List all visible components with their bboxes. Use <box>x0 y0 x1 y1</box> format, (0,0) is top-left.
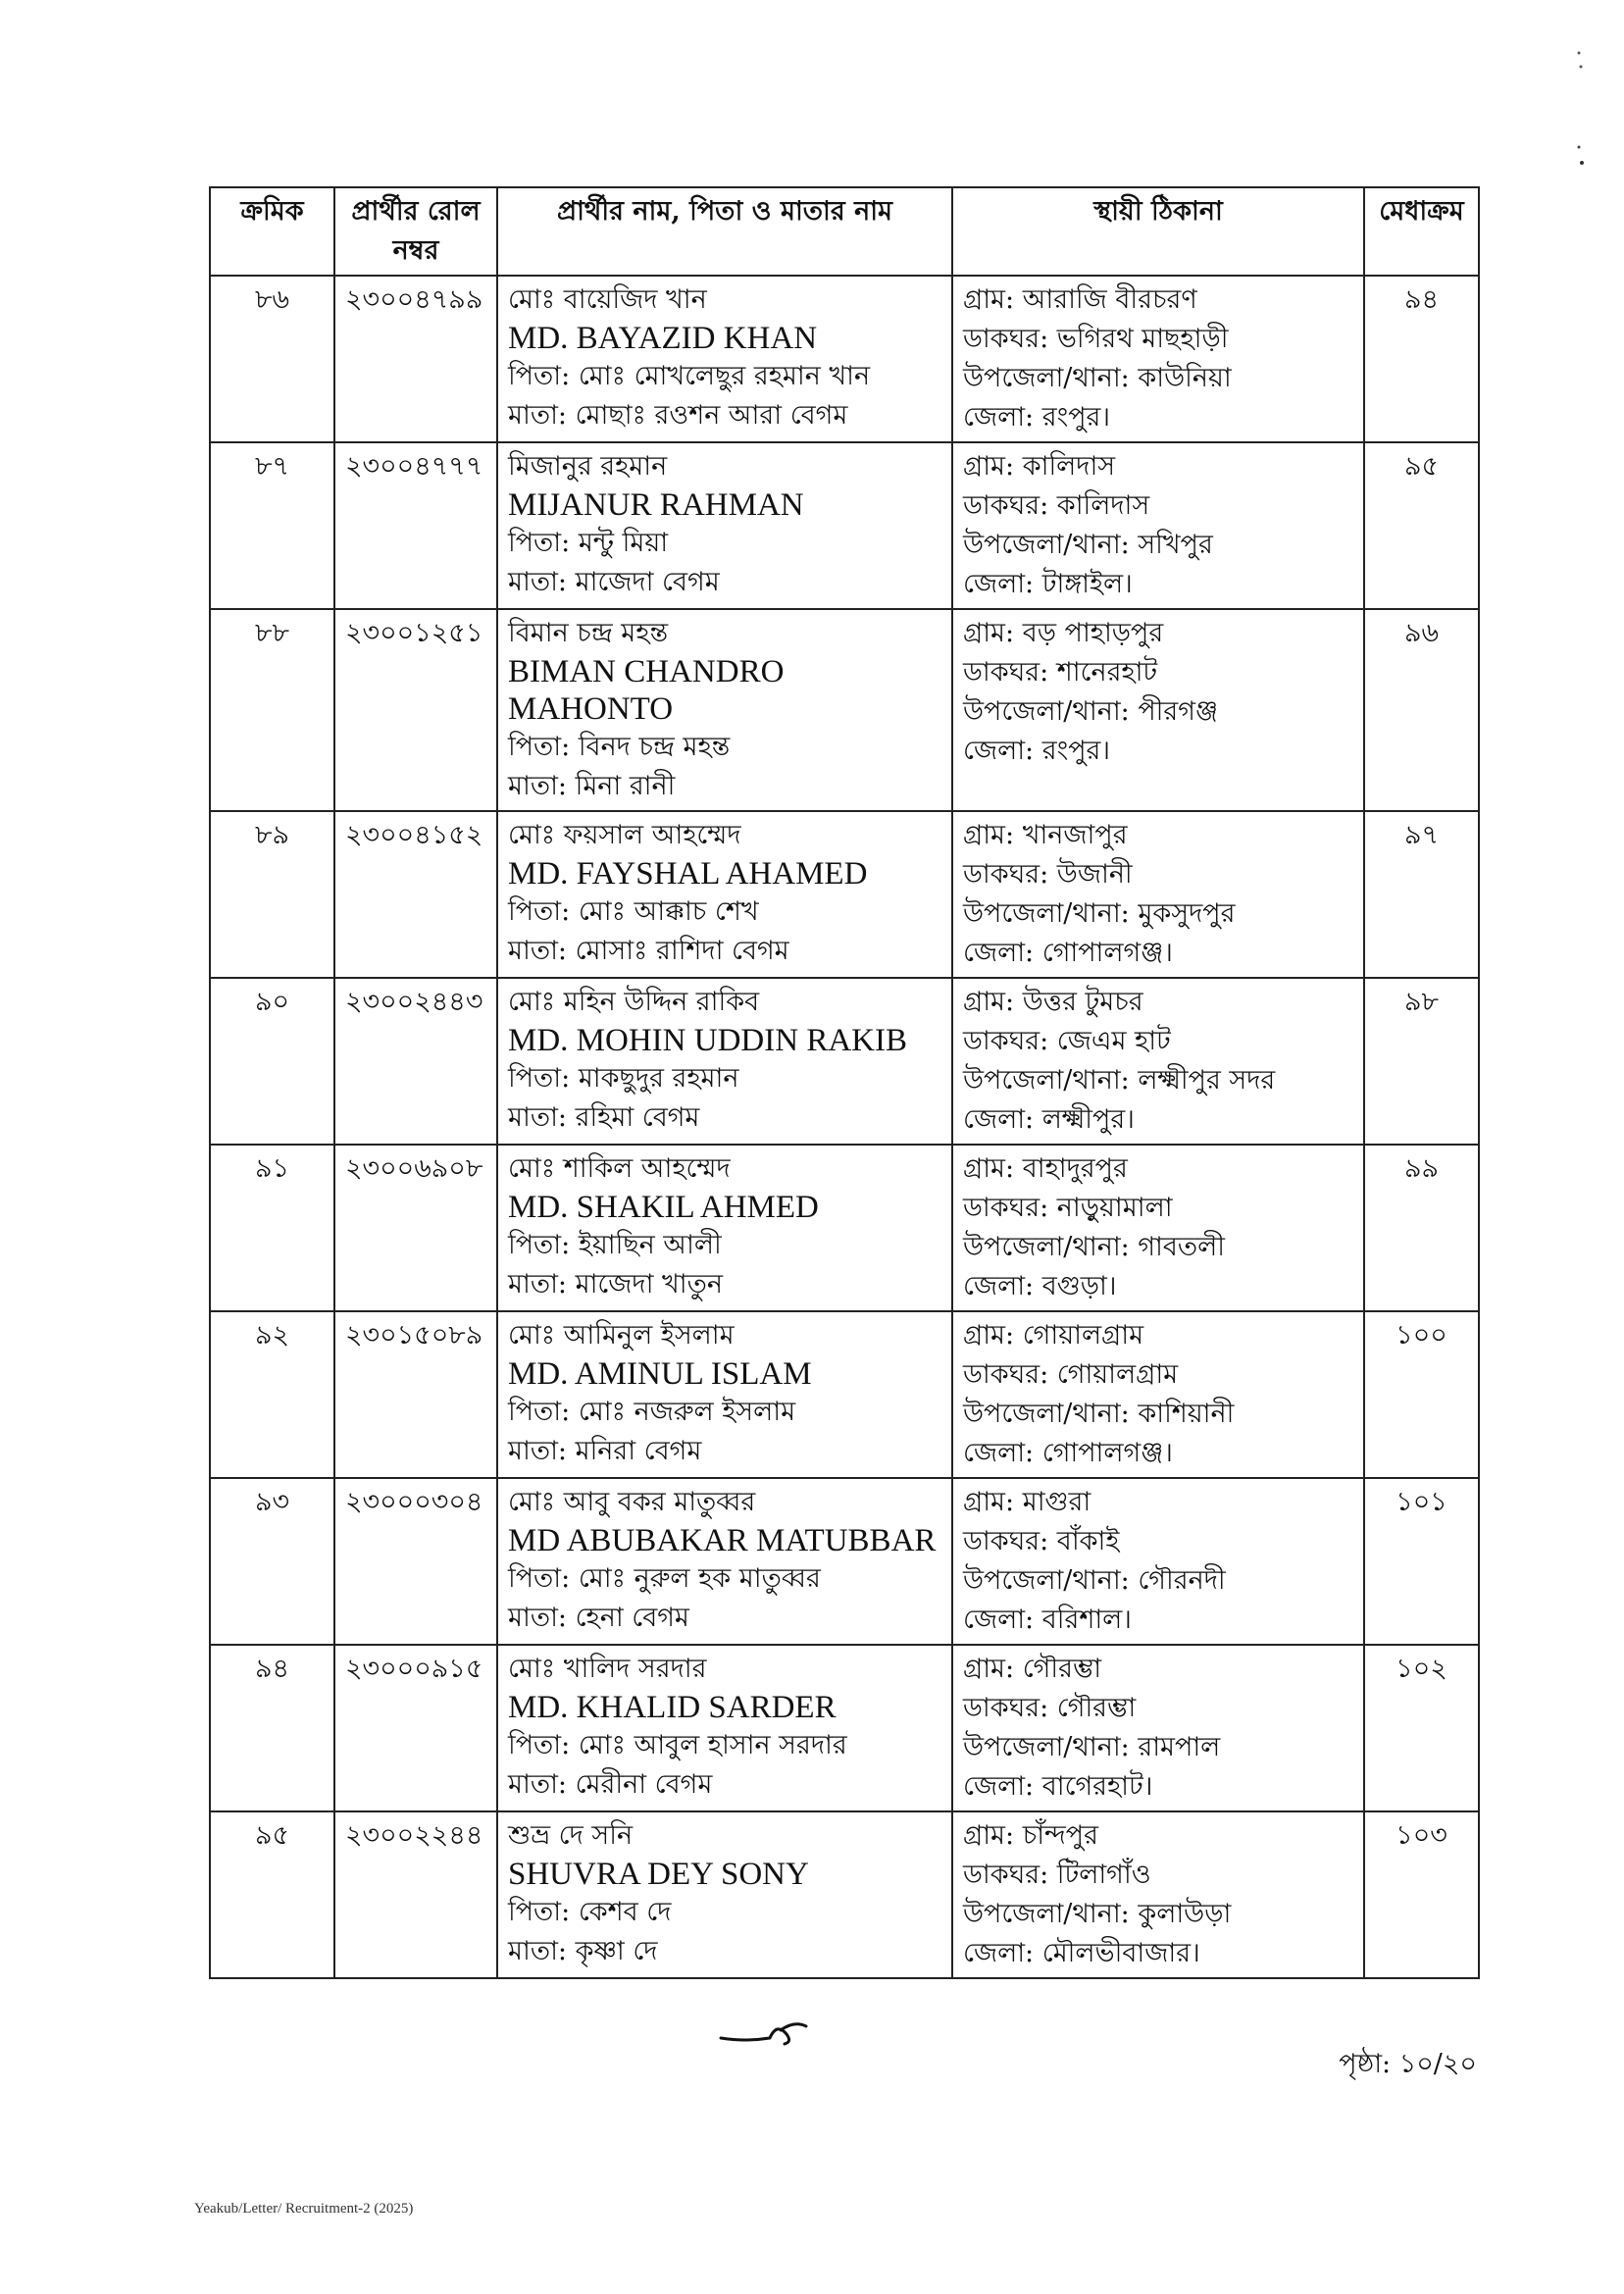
roll-number: ২৩০০৪৭৭৭ <box>345 451 483 482</box>
signature-mark <box>716 2013 834 2052</box>
roll-cell <box>334 978 497 1145</box>
candidate-name-bangla: মোঃ ফয়সাল আহম্মেদ <box>508 820 741 850</box>
address-district: জেলা: গোপালগঞ্জ। <box>963 1438 1173 1468</box>
name-cell <box>497 1478 952 1645</box>
merit-cell <box>1364 609 1479 811</box>
candidate-name-english: MD. SHAKIL AHMED <box>508 1190 819 1225</box>
scan-speck-marks <box>1575 49 1585 186</box>
serial-number: ৮৭ <box>254 451 290 482</box>
table-header-row <box>210 187 1479 276</box>
merit-cell <box>1364 1645 1479 1811</box>
address-post-office: ডাকঘর: গোয়ালগ্রাম <box>963 1359 1179 1390</box>
address-village: গ্রাম: কালিদাস <box>963 451 1116 482</box>
father-name: পিতা: মোঃ মোখলেছুর রহমান খান <box>508 361 871 391</box>
roll-number: ২৩০০১২৫১ <box>345 618 483 648</box>
serial-number: ৯০ <box>254 987 290 1017</box>
address-cell <box>952 1145 1364 1311</box>
candidate-name-bangla: মোঃ আবু বকর মাতুব্বর <box>508 1487 756 1517</box>
merit-cell <box>1364 978 1479 1145</box>
candidate-name-bangla: মোঃ আমিনুল ইসলাম <box>508 1320 735 1351</box>
roll-cell <box>334 811 497 978</box>
serial-cell <box>210 1145 334 1311</box>
roll-number: ২৩০০০৯১৫ <box>345 1654 483 1684</box>
address-village: গ্রাম: খানজাপুর <box>963 820 1128 850</box>
mother-name: মাতা: মাজেদা বেগম <box>508 567 720 597</box>
address-upazila: উপজেলা/থানা: গৌরনদী <box>963 1565 1226 1596</box>
mother-name: মাতা: মনিরা বেগম <box>508 1436 702 1466</box>
candidate-name-english: BIMAN CHANDRO MAHONTO <box>508 654 785 727</box>
address-village: গ্রাম: বাহাদুরপুর <box>963 1153 1128 1184</box>
father-name: পিতা: মন্টু মিয়া <box>508 528 669 558</box>
candidate-name-english: MD ABUBAKAR MATUBBAR <box>508 1523 937 1558</box>
serial-cell <box>210 1645 334 1811</box>
serial-cell <box>210 442 334 609</box>
father-name: পিতা: বিনদ চন্দ্র মহন্ত <box>508 732 731 762</box>
address-post-office: ডাকঘর: নাড়ুয়ামালা <box>963 1193 1173 1223</box>
address-district: জেলা: গোপালগঞ্জ। <box>963 938 1173 968</box>
address-district: জেলা: রংপুর। <box>963 402 1111 433</box>
candidate-name-english: SHUVRA DEY SONY <box>508 1857 809 1892</box>
merit-rank: ১০৩ <box>1396 1820 1447 1851</box>
address-village: গ্রাম: চাঁন্দপুর <box>963 1820 1098 1851</box>
serial-number: ৯১ <box>254 1153 290 1184</box>
merit-rank: ৯৮ <box>1403 987 1440 1017</box>
address-cell <box>952 1645 1364 1811</box>
table-row <box>210 1645 1479 1811</box>
serial-number: ৯৪ <box>254 1654 290 1684</box>
roll-number: ২৩০০৬৯০৮ <box>345 1153 483 1184</box>
address-upazila: উপজেলা/থানা: কুলাউড়া <box>963 1899 1232 1929</box>
address-cell <box>952 276 1364 442</box>
address-post-office: ডাকঘর: বাঁকাই <box>963 1526 1120 1556</box>
header-serial: ক্রমিক <box>210 187 334 276</box>
mother-name: মাতা: রহিমা বেগম <box>508 1102 700 1133</box>
merit-cell <box>1364 1311 1479 1478</box>
merit-rank: ৯৯ <box>1403 1153 1440 1184</box>
address-cell <box>952 811 1364 978</box>
table-row <box>210 442 1479 609</box>
address-village: গ্রাম: উত্তর টুমচর <box>963 987 1143 1017</box>
merit-rank: ৯৭ <box>1403 820 1440 850</box>
address-village: গ্রাম: গোয়ালগ্রাম <box>963 1320 1144 1351</box>
candidate-name-english: MIJANUR RAHMAN <box>508 487 804 523</box>
name-cell <box>497 442 952 609</box>
page-number: পৃষ্ঠা: ১০/২০ <box>1339 2049 1477 2079</box>
name-cell <box>497 1145 952 1311</box>
address-post-office: ডাকঘর: কালিদাস <box>963 490 1150 521</box>
merit-rank: ৯৫ <box>1403 451 1440 482</box>
father-name: পিতা: ইয়াছিন আলী <box>508 1230 722 1260</box>
mother-name: মাতা: মিনা রানী <box>508 771 676 801</box>
roll-cell <box>334 1811 497 1978</box>
name-cell <box>497 1311 952 1478</box>
serial-cell <box>210 609 334 811</box>
address-post-office: ডাকঘর: টিলাগাঁও <box>963 1860 1151 1890</box>
roll-number: ২৩০০২২৪৪ <box>345 1820 483 1851</box>
address-upazila: উপজেলা/থানা: কাউনিয়া <box>963 363 1232 393</box>
address-post-office: ডাকঘর: গৌরম্ভা <box>963 1693 1137 1723</box>
address-district: জেলা: মৌলভীবাজার। <box>963 1938 1200 1968</box>
address-upazila: উপজেলা/থানা: লক্ষ্মীপুর সদর <box>963 1065 1276 1096</box>
address-post-office: ডাকঘর: জেএম হাট <box>963 1026 1171 1056</box>
address-post-office: ডাকঘর: ভগিরথ মাছহাড়ী <box>963 324 1229 354</box>
address-district: জেলা: টাঙ্গাইল। <box>963 569 1133 599</box>
roll-cell <box>334 276 497 442</box>
roll-number: ২৩০০৪১৫২ <box>345 820 483 850</box>
merit-cell <box>1364 276 1479 442</box>
address-district: জেলা: বগুড়া। <box>963 1271 1117 1301</box>
merit-cell <box>1364 1811 1479 1978</box>
name-cell <box>497 609 952 811</box>
table-body <box>210 276 1479 1978</box>
mother-name: মাতা: মোসাঃ রাশিদা বেগম <box>508 936 789 966</box>
address-district: জেলা: রংপুর। <box>963 736 1111 766</box>
merit-rank: ১০০ <box>1396 1320 1447 1351</box>
merit-cell <box>1364 811 1479 978</box>
address-cell <box>952 978 1364 1145</box>
mother-name: মাতা: মেরীনা বেগম <box>508 1769 713 1800</box>
roll-cell <box>334 1145 497 1311</box>
address-upazila: উপজেলা/থানা: কাশিয়ানী <box>963 1399 1235 1429</box>
serial-cell <box>210 978 334 1145</box>
table-row <box>210 276 1479 442</box>
name-cell <box>497 1811 952 1978</box>
serial-number: ৯২ <box>254 1320 290 1351</box>
table-row <box>210 1311 1479 1478</box>
roll-number: ২৩০০২৪৪৩ <box>345 987 483 1017</box>
serial-number: ৮৮ <box>254 618 290 648</box>
father-name: পিতা: মাকছুদুর রহমান <box>508 1063 739 1094</box>
table-row <box>210 1145 1479 1311</box>
header-address: স্থায়ী ঠিকানা <box>952 187 1364 276</box>
serial-cell <box>210 1478 334 1645</box>
roll-number: ২৩০০৪৭৯৯ <box>345 284 483 315</box>
address-village: গ্রাম: মাগুরা <box>963 1487 1091 1517</box>
table-row <box>210 1478 1479 1645</box>
candidate-name-bangla: মোঃ বায়েজিদ খান <box>508 284 707 315</box>
name-cell <box>497 1645 952 1811</box>
mother-name: মাতা: মাজেদা খাতুন <box>508 1269 723 1300</box>
father-name: পিতা: মোঃ আক্কাচ শেখ <box>508 896 759 927</box>
roll-number: ২৩০১৫০৮৯ <box>345 1320 483 1351</box>
address-upazila: উপজেলা/থানা: মুকসুদপুর <box>963 898 1236 929</box>
roll-cell <box>334 1478 497 1645</box>
merit-rank: ১০২ <box>1396 1654 1447 1684</box>
candidate-name-bangla: শুভ্র দে সনি <box>508 1820 634 1851</box>
address-district: জেলা: বরিশাল। <box>963 1605 1132 1635</box>
results-table <box>209 186 1480 1979</box>
address-cell <box>952 1478 1364 1645</box>
table-row <box>210 978 1479 1145</box>
candidate-name-bangla: মিজানুর রহমান <box>508 451 668 482</box>
table-row <box>210 609 1479 811</box>
father-name: পিতা: কেশব দে <box>508 1897 672 1927</box>
mother-name: মাতা: মোছাঃ রওশন আরা বেগম <box>508 400 848 431</box>
candidate-name-bangla: মোঃ খালিদ সরদার <box>508 1654 707 1684</box>
father-name: পিতা: মোঃ নুরুল হক মাতুব্বর <box>508 1563 821 1594</box>
merit-cell <box>1364 1478 1479 1645</box>
roll-number: ২৩০০০৩০৪ <box>345 1487 483 1517</box>
address-village: গ্রাম: বড় পাহাড়পুর <box>963 618 1164 648</box>
address-upazila: উপজেলা/থানা: গাবতলী <box>963 1232 1226 1262</box>
address-upazila: উপজেলা/থানা: পীরগঞ্জ <box>963 696 1219 727</box>
serial-cell <box>210 1311 334 1478</box>
header-name: প্রার্থীর নাম, পিতা ও মাতার নাম <box>497 187 952 276</box>
name-cell <box>497 276 952 442</box>
mother-name: মাতা: কৃষ্ণা দে <box>508 1936 658 1966</box>
mother-name: মাতা: হেনা বেগম <box>508 1603 689 1633</box>
merit-rank: ১০১ <box>1396 1487 1447 1517</box>
serial-cell <box>210 276 334 442</box>
address-upazila: উপজেলা/থানা: সখিপুর <box>963 530 1213 560</box>
address-village: গ্রাম: আরাজি বীরচরণ <box>963 284 1197 315</box>
address-cell <box>952 1811 1364 1978</box>
roll-cell <box>334 1311 497 1478</box>
candidate-name-bangla: মোঃ শাকিল আহম্মেদ <box>508 1153 731 1184</box>
candidate-name-english: MD. MOHIN UDDIN RAKIB <box>508 1023 907 1058</box>
roll-cell <box>334 442 497 609</box>
serial-number: ৯৩ <box>254 1487 290 1517</box>
father-name: পিতা: মোঃ নজরুল ইসলাম <box>508 1397 796 1427</box>
candidate-name-english: MD. BAYAZID KHAN <box>508 321 818 356</box>
merit-cell <box>1364 442 1479 609</box>
merit-rank: ৯৪ <box>1403 284 1440 315</box>
serial-number: ৯৫ <box>254 1820 290 1851</box>
candidate-name-english: MD. FAYSHAL AHAMED <box>508 856 868 892</box>
address-village: গ্রাম: গৌরম্ভা <box>963 1654 1102 1684</box>
address-district: জেলা: লক্ষ্মীপুর। <box>963 1104 1135 1135</box>
footer-reference: Yeakub/Letter/ Recruitment-2 (2025) <box>194 2201 414 2217</box>
address-post-office: ডাকঘর: উজানী <box>963 859 1133 890</box>
address-cell <box>952 442 1364 609</box>
roll-cell <box>334 609 497 811</box>
merit-cell <box>1364 1145 1479 1311</box>
address-cell <box>952 609 1364 811</box>
table-row <box>210 811 1479 978</box>
candidate-name-bangla: মোঃ মহিন উদ্দিন রাকিব <box>508 987 760 1017</box>
serial-number: ৮৬ <box>254 284 290 315</box>
header-roll: প্রার্থীর রোল নম্বর <box>334 187 497 276</box>
name-cell <box>497 811 952 978</box>
address-post-office: ডাকঘর: শানেরহাট <box>963 657 1158 688</box>
candidate-name-english: MD. AMINUL ISLAM <box>508 1356 812 1392</box>
roll-cell <box>334 1645 497 1811</box>
address-district: জেলা: বাগেরহাট। <box>963 1771 1153 1802</box>
serial-cell <box>210 1811 334 1978</box>
father-name: পিতা: মোঃ আবুল হাসান সরদার <box>508 1730 847 1760</box>
candidate-name-english: MD. KHALID SARDER <box>508 1690 837 1725</box>
header-merit: মেধাক্রম <box>1364 187 1479 276</box>
address-cell <box>952 1311 1364 1478</box>
candidate-name-bangla: বিমান চন্দ্র মহন্ত <box>508 618 669 648</box>
table-row <box>210 1811 1479 1978</box>
address-upazila: উপজেলা/থানা: রামপাল <box>963 1732 1221 1762</box>
serial-cell <box>210 811 334 978</box>
name-cell <box>497 978 952 1145</box>
serial-number: ৮৯ <box>254 820 290 850</box>
merit-rank: ৯৬ <box>1403 618 1440 648</box>
